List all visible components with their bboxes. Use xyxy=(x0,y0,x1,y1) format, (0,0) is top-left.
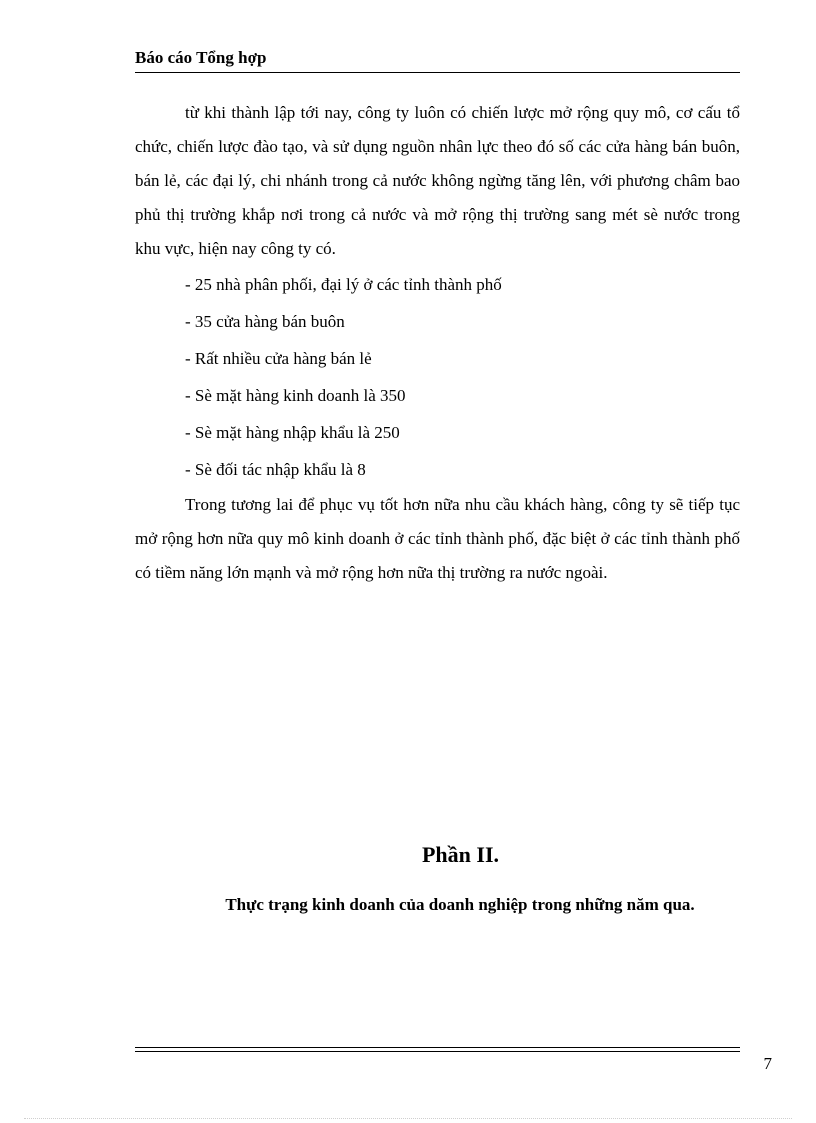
section-title: Phần II. xyxy=(421,842,500,867)
list-item: - Rất nhiều cửa hàng bán lẻ xyxy=(185,349,372,368)
list-item: - Sè mặt hàng kinh doanh là 350 xyxy=(185,386,406,405)
page-number: 7 xyxy=(763,1054,772,1073)
footer-rule xyxy=(135,1047,740,1052)
intro-paragraph: từ khi thành lập tới nay, công ty luôn có chiến lược mở rộng quy mô, cơ cấu tổ chức, chiến lược đào tạo, và sử dụng nguồn nhân lực theo đó số các cửa hàng bán buôn, bán lẻ, các đại lý, chi nhánh trong cả nước không ngừng tăng lên, với phương châm bao phủ thị trường khắp nơi trong cả nước và mở rộng thị trường sang mét sè nước trong khu vực, hiện nay công ty có. xyxy=(135,103,740,258)
list-item: - Sè mặt hàng nhập khẩu là 250 xyxy=(185,423,400,442)
header-rule xyxy=(135,72,740,73)
statistics-list xyxy=(135,266,740,488)
document-body xyxy=(135,96,740,590)
document-header-title: Báo cáo Tổng hợp xyxy=(135,48,267,67)
page-edge-divider xyxy=(24,1118,792,1119)
list-item: - Sè đối tác nhập khẩu là 8 xyxy=(185,460,366,479)
list-item: - 35 cửa hàng bán buôn xyxy=(185,312,345,331)
conclusion-paragraph: Trong tương lai để phục vụ tốt hơn nữa nhu cầu khách hàng, công ty sẽ tiếp tục mở rộng hơn nữa quy mô kinh doanh ở các tỉnh thành phố, đặc biệt ở các tỉnh thành phố có tiềm năng lớn mạnh và mở rộng hơn nữa thị trường ra nước ngoài. xyxy=(135,495,740,582)
list-item: - 25 nhà phân phối, đại lý ở các tỉnh thành phố xyxy=(185,275,502,294)
section-subtitle: Thực trạng kinh doanh của doanh nghiệp trong những năm qua. xyxy=(225,895,695,914)
